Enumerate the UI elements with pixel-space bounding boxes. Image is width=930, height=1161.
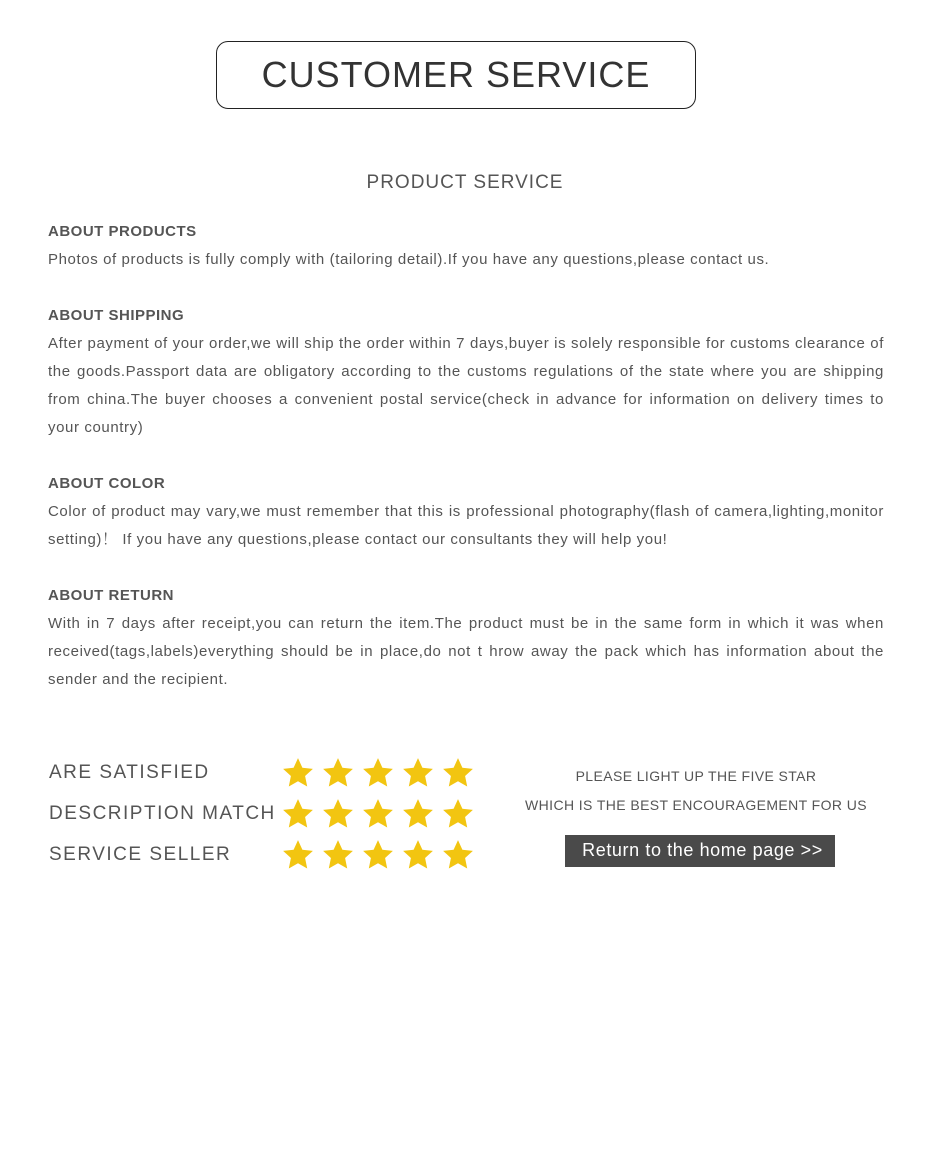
rating-label: SERVICE SELLER <box>49 843 232 865</box>
return-home-button[interactable]: Return to the home page >> <box>565 835 835 867</box>
star-icon <box>441 756 475 790</box>
star-icon <box>361 797 395 831</box>
star-icon <box>441 838 475 872</box>
about-products-block <box>48 218 884 274</box>
about-return-block <box>48 582 884 694</box>
star-icon <box>281 756 315 790</box>
encouragement-line-1: PLEASE LIGHT UP THE FIVE STAR <box>575 768 817 784</box>
rating-row-service-seller <box>49 834 481 875</box>
about-color-heading: ABOUT COLOR <box>48 475 166 492</box>
encouragement-line-2: WHICH IS THE BEST ENCOURAGEMENT FOR US <box>525 797 867 813</box>
rating-row-description-match <box>49 793 481 834</box>
rating-label: ARE SATISFIED <box>49 761 210 783</box>
star-icon <box>441 797 475 831</box>
star-rating <box>281 797 481 831</box>
star-icon <box>361 756 395 790</box>
star-icon <box>361 838 395 872</box>
rating-row-satisfied <box>49 752 481 793</box>
about-shipping-heading: ABOUT SHIPPING <box>48 307 185 324</box>
about-color-text: Color of product may vary,we must remember that this is professional photography(flash of camera,lighting,monitor setting)！ If you have any questions,please contact our consultants they will help you! <box>48 503 884 548</box>
star-rating <box>281 838 481 872</box>
star-icon <box>401 838 435 872</box>
encouragement-panel <box>520 762 872 867</box>
about-color-block <box>48 470 884 554</box>
star-icon <box>401 756 435 790</box>
section-title: PRODUCT SERVICE <box>366 172 564 193</box>
star-icon <box>321 756 355 790</box>
star-icon <box>401 797 435 831</box>
page-title: CUSTOMER SERVICE <box>261 54 651 95</box>
rating-label: DESCRIPTION MATCH <box>49 802 276 824</box>
about-return-heading: ABOUT RETURN <box>48 587 174 604</box>
star-icon <box>321 838 355 872</box>
about-return-text: With in 7 days after receipt,you can return the item.The product must be in the same form in which it was when received(tags,labels)everything should be in place,do not t hrow away the pack which has information about the sender and the recipient. <box>48 615 884 688</box>
star-rating <box>281 756 481 790</box>
title-box <box>216 41 696 109</box>
ratings-panel <box>49 752 481 875</box>
service-content <box>48 218 884 722</box>
about-products-heading: ABOUT PRODUCTS <box>48 223 197 240</box>
star-icon <box>281 797 315 831</box>
star-icon <box>321 797 355 831</box>
star-icon <box>281 838 315 872</box>
about-products-text: Photos of products is fully comply with (tailoring detail).If you have any questions,please contact us. <box>48 251 770 268</box>
about-shipping-text: After payment of your order,we will ship the order within 7 days,buyer is solely responsible for customs clearance of the goods.Passport data are obligatory according to the customs regulations of the state where you are shipping from china.The buyer chooses a convenient postal service(check in advance for information on delivery times to your country) <box>48 335 884 436</box>
about-shipping-block <box>48 302 884 442</box>
